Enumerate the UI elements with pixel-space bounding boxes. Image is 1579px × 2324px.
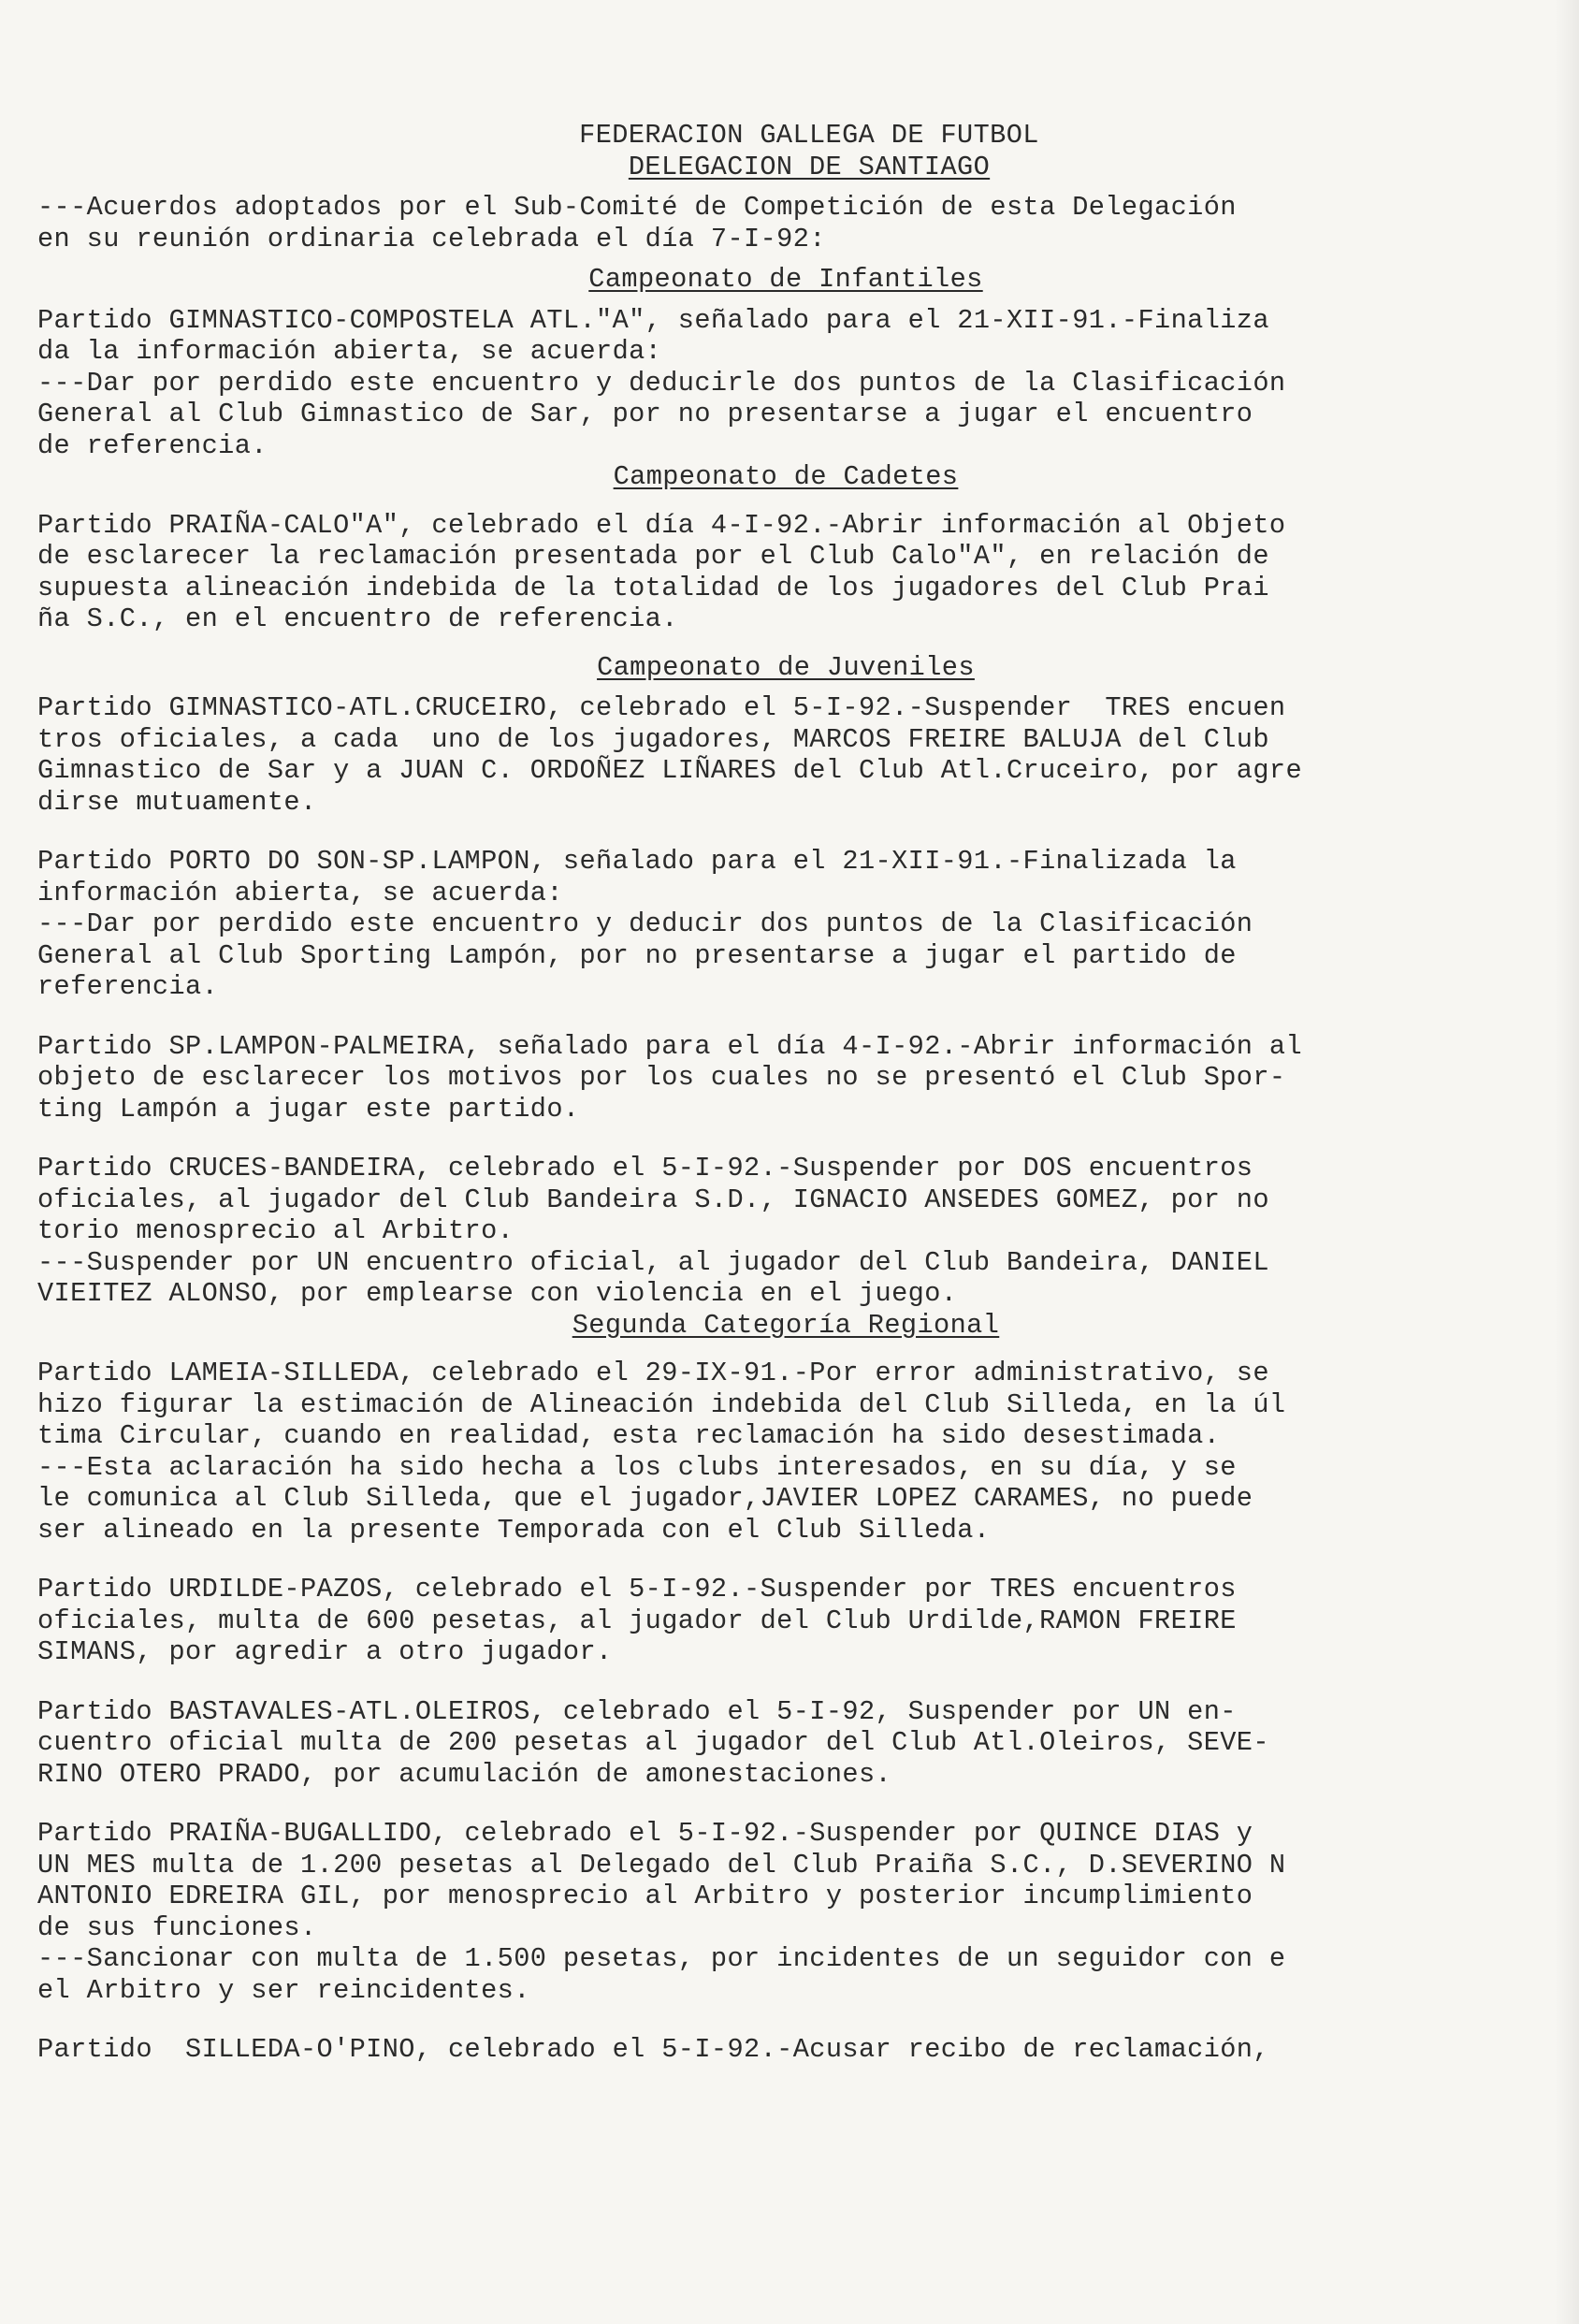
intro-line-1: ---Acuerdos adoptados por el Sub-Comité de Competición de esta Delegación [37, 192, 1237, 223]
paragraph-line: SIMANS, por agredir a otro jugador. [37, 1636, 613, 1667]
paragraph-line: ---Dar por perdido este encuentro y deducir dos puntos de la Clasificación [37, 908, 1253, 939]
section-title-infantiles-text: Campeonato de Infantiles [588, 264, 983, 295]
paragraph-line: supuesta alineación indebida de la totalidad de los jugadores del Club Prai [37, 572, 1269, 603]
paragraph-line: ser alineado en la presente Temporada con el Club Silleda. [37, 1514, 991, 1546]
section-title-cadetes-text: Campeonato de Cadetes [613, 461, 959, 492]
paragraph-line: le comunica al Club Silleda, que el jugador,JAVIER LOPEZ CARAMES, no puede [37, 1483, 1253, 1514]
paragraph-line: Partido GIMNASTICO-ATL.CRUCEIRO, celebrado el 5-I-92.-Suspender TRES encuen [37, 692, 1286, 723]
paragraph-line: dirse mutuamente. [37, 786, 317, 818]
paragraph-line: Partido URDILDE-PAZOS, celebrado el 5-I-92.-Suspender por TRES encuentros [37, 1574, 1237, 1605]
paragraph-line: Partido LAMEIA-SILLEDA, celebrado el 29-IX-91.-Por error administrativo, se [37, 1358, 1269, 1388]
document-body [37, 120, 1497, 2066]
header-federation: FEDERACION GALLEGA DE FUTBOL [579, 120, 1039, 151]
header-delegation-text: DELEGACION DE SANTIAGO [628, 151, 991, 182]
paragraph-line: Partido PRAIÑA-CALO"A", celebrado el día 4-I-92.-Abrir información al Objeto [37, 509, 1286, 541]
paragraph-line: Gimnastico de Sar y a JUAN C. ORDOÑEZ LIÑARES del Club Atl.Cruceiro, por agre [37, 755, 1303, 786]
header-delegation [37, 152, 1497, 183]
paragraph-line: de esclarecer la reclamación presentada por el Club Calo"A", en relación de [37, 541, 1269, 572]
juveniles-block-2 [37, 846, 1497, 1003]
paragraph-line: Partido GIMNASTICO-COMPOSTELA ATL."A", señalado para el 21-XII-91.-Finaliza [37, 304, 1269, 336]
paragraph-line: información abierta, se acuerda: [37, 877, 563, 908]
section-title-infantiles [37, 264, 1497, 296]
paragraph-line: UN MES multa de 1.200 pesetas al Delegado del Club Praiña S.C., D.SEVERINO N [37, 1849, 1286, 1881]
paragraph-line: Partido PRAIÑA-BUGALLIDO, celebrado el 5-I-92.-Suspender por QUINCE DIAS y [37, 1818, 1253, 1849]
cadetes-block [37, 510, 1497, 635]
paragraph-line: Partido PORTO DO SON-SP.LAMPON, señalado para el 21-XII-91.-Finalizada la [37, 846, 1237, 877]
paragraph-line: objeto de esclarecer los motivos por los cuales no se presentó el Club Spor- [37, 1062, 1286, 1093]
paragraph-line: torio menosprecio al Arbitro. [37, 1215, 514, 1246]
paragraph-line: Partido CRUCES-BANDEIRA, celebrado el 5-I-92.-Suspender por DOS encuentros [37, 1153, 1253, 1184]
section-title-segunda-text: Segunda Categoría Regional [572, 1309, 1000, 1341]
paragraph-line: ---Esta aclaración ha sido hecha a los clubs interesados, en su día, y se [37, 1451, 1237, 1483]
segunda-block-4 [37, 1818, 1497, 2006]
paragraph-line: da la información abierta, se acuerda: [37, 336, 662, 367]
paragraph-line: ---Dar por perdido este encuentro y deducirle dos puntos de la Clasificación [37, 367, 1286, 399]
paragraph-line: ting Lampón a jugar este partido. [37, 1093, 580, 1125]
paragraph-line: General al Club Sporting Lampón, por no presentarse a jugar el partido de [37, 939, 1237, 971]
paragraph-line: de sus funciones. [37, 1911, 317, 1943]
paragraph-line: oficiales, al jugador del Club Bandeira S.D., IGNACIO ANSEDES GOMEZ, por no [37, 1184, 1269, 1215]
paragraph-line: VIEITEZ ALONSO, por emplearse con violencia en el juego. [37, 1278, 958, 1309]
section-title-cadetes [37, 461, 1497, 493]
juveniles-block-3 [37, 1031, 1497, 1126]
paragraph-line: ña S.C., en el encuentro de referencia. [37, 603, 678, 634]
paragraph-line: de referencia. [37, 429, 268, 461]
paragraph-line: oficiales, multa de 600 pesetas, al jugador del Club Urdilde,RAMON FREIRE [37, 1605, 1237, 1636]
paragraph-line: Partido SILLEDA-O'PINO, celebrado el 5-I-92.-Acusar recibo de reclamación, [37, 2034, 1269, 2065]
paragraph-line: tros oficiales, a cada uno de los jugadores, MARCOS FREIRE BALUJA del Club [37, 723, 1269, 755]
paragraph-line: ANTONIO EDREIRA GIL, por menosprecio al Arbitro y posterior incumplimiento [37, 1881, 1253, 1911]
paragraph-line: ---Sancionar con multa de 1.500 pesetas, por incidentes de un seguidor con e [37, 1943, 1286, 1974]
paragraph-line: cuentro oficial multa de 200 pesetas al jugador del Club Atl.Oleiros, SEVE- [37, 1727, 1269, 1758]
paragraph-line: hizo figurar la estimación de Alineación indebida del Club Silleda, en la úl [37, 1388, 1286, 1420]
intro-line-2: en su reunión ordinaria celebrada el día 7-I-92: [37, 223, 826, 254]
juveniles-block-4 [37, 1153, 1497, 1310]
segunda-block-2 [37, 1574, 1497, 1668]
paragraph-line: tima Circular, cuando en realidad, esta reclamación ha sido desestimada. [37, 1420, 1221, 1451]
paragraph-line: Partido BASTAVALES-ATL.OLEIROS, celebrado el 5-I-92, Suspender por UN en- [37, 1695, 1237, 1727]
infantiles-block [37, 305, 1497, 462]
paragraph-line: RINO OTERO PRADO, por acumulación de amonestaciones. [37, 1758, 892, 1790]
section-title-juveniles-text: Campeonato de Juveniles [597, 651, 975, 683]
paragraph-line: Partido SP.LAMPON-PALMEIRA, señalado para el día 4-I-92.-Abrir información al [37, 1030, 1303, 1062]
paragraph-line: General al Club Gimnastico de Sar, por no presentarse a jugar el encuentro [37, 399, 1253, 429]
juveniles-block-1 [37, 692, 1497, 818]
section-title-juveniles [37, 652, 1497, 684]
segunda-block-1 [37, 1358, 1497, 1546]
paragraph-line: referencia. [37, 971, 219, 1002]
segunda-block-3 [37, 1696, 1497, 1791]
section-title-segunda [37, 1310, 1497, 1342]
segunda-block-5 [37, 2034, 1497, 2066]
paragraph-line: el Arbitro y ser reincidentes. [37, 1974, 530, 2006]
paragraph-line: ---Suspender por UN encuentro oficial, al jugador del Club Bandeira, DANIEL [37, 1246, 1269, 1278]
